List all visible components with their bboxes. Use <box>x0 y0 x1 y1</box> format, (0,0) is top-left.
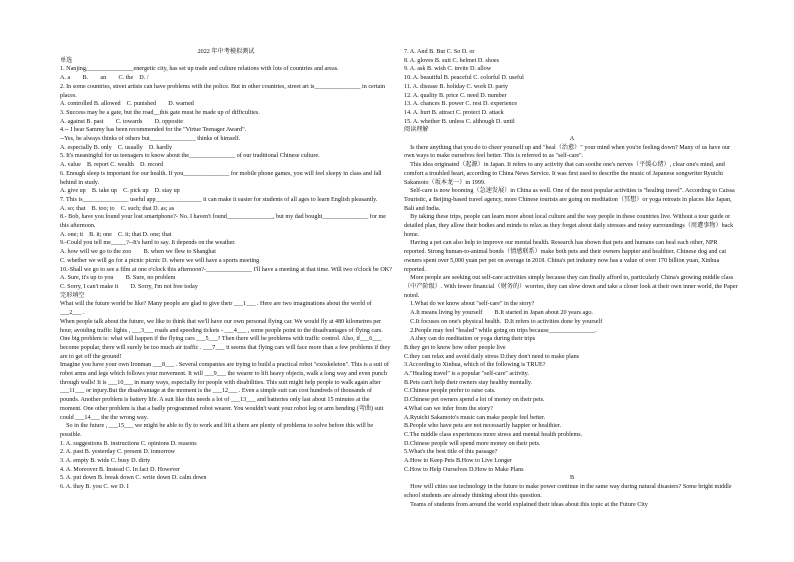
right-line: 8. A. gloves B. suit C. helmet D. shoes <box>404 57 500 64</box>
left-line: --Yes, he always thinks of others but_______________ thinks of himself. <box>60 136 241 143</box>
right-line: By taking these trips, people can learn more about local culture and the way people in these countries live. Without a tour guide or detailed plan, they allow their bodies and minds to relax as they forget about daily stresses and noisy surroundings（周遭事物）back home. <box>404 214 735 238</box>
right-line: A.they can do meditation or yoga during their trips <box>404 336 536 343</box>
right-line: B.they get to know how other people live <box>404 344 506 351</box>
right-line: C.they can relax and avoid daily stress D.they don't need to make plans <box>404 353 580 360</box>
left-line: C. Sorry, I can't make it D. Sorry, I'm not free today <box>60 283 198 290</box>
right-line: A.Ryuichi Sakamoto's music can make people feel better. <box>404 414 546 421</box>
left-line: 4.-- I hear Sammy has been recommended for the "Virtue Teenager Award". <box>60 127 247 134</box>
left-line: 1. Nanjing,_______________energetic city, has set up trade and culture relations with lots of countries and areas. <box>60 66 339 73</box>
right-line: C.The middle class experiences more stress and mental health problems. <box>404 431 583 438</box>
left-line: Imagine you have your own Ironman ___8___ . Several companies are trying to build a practical robot "exoskeleton". This is a suit of robot arms and legs which follows your movement. It will ___9___ the wearer to lift heavy objects, walk a long way and even punch through walls! It is ___10___ in many ways, especially for people with disabilities. This suit might help people to walk again after ___11___ or injury.But the disadvantage at the moment is the ___12___ . Even a simple suit can cost hundreds of thousands of pounds. Another problem is battery life. A suit like this needs a lot of ___13___ and batteries only last about 15 minutes at the moment. One other problem is that a badly programmed robot wearer. You wouldn't want your robot leg or arm bending (弯曲) suit could ___14___ the the wrong way. <box>60 362 391 421</box>
left-line: A. give up B. take up C. pick up D. stay up <box>60 188 180 195</box>
right-line: 9. A. ask B. wish C. invite D. allow <box>404 66 492 73</box>
left-line: C. whether we will go for a picnic picnic D. where we will have a sports meeting <box>60 257 260 264</box>
right-line: D.Chinese pet owners spend a lot of money on their pets. <box>404 397 545 404</box>
left-line: A. so; that B. too; to C. such; that D. as; as <box>60 205 175 212</box>
left-line: So in the future , ___15___ we might be able to fly to work and lift a there are plenty of problems to solve before this will be possible. <box>60 423 375 438</box>
right-line: Self-care is now booming（急速发展）in China as well. One of the most popular activities is "healing travel". According to Caissa Touristic, a Beijing-based travel agency, more Chinese tourists are going on meditation（冥想）or yoga retreats in places like Japan, Bali and India. <box>404 188 737 212</box>
left-line: 8.- Bob, have you found your lost smartphone?- No. I haven't found_______________, but my dad bought_______________ for me this afternoon. <box>60 214 388 230</box>
right-line: This idea originated（起源）in Japan. It refers to any activity that can soothe one's nerves（平缓心绪）, clear one's mind, and comfort a troubled heart, according to China News Service. It was first used to describe the music of Japanese songwriter Ryuichi Sakamoto（坂本龙一）in 1999. <box>404 162 727 186</box>
left-line: 6. A. they B. you C. we D. I <box>60 484 129 491</box>
left-line: A. value B. report C. wealth D. record <box>60 162 164 169</box>
right-line: D.Chinese people will spend more money on their pets. <box>404 440 541 447</box>
left-line: A. controlled B. allowed C. punished D. warned <box>60 101 194 108</box>
right-line: A.It means living by yourself B.It started in Japan about 20 years ago. <box>404 310 593 317</box>
right-line: More people are seeking out self-care activities simply because they can finally afford to, particularly China's growing middle class（中产阶级）. With fewer financial（财务的）worries, they can slow down and take a closer look at their own inner world, the Paper noted. <box>404 275 740 299</box>
right-line: 11. A. disease B. holiday C. work D. party <box>404 83 508 90</box>
left-line: 1. A. suggestions B. instructions C. opinions D. reasons <box>60 440 197 447</box>
left-line: A. a B. an C. the D. / <box>60 75 149 82</box>
right-column <box>404 48 740 509</box>
right-line: 5.What's the best title of this passage? <box>404 449 498 456</box>
left-line: 6. Enough sleep is important for our health. If you_______________ for mobile phone games, you will feel sleepy in class and fall behind in study. <box>60 170 384 186</box>
left-line: A. Sure, it's up to you B. Sure, no problem <box>60 275 176 282</box>
right-line: 1.What do we know about "self-care" in the story? <box>404 301 535 308</box>
right-line: A.How to Keep Pets B.How to Live Longer <box>404 458 512 465</box>
right-line: A <box>569 136 575 143</box>
right-line: 15. A. whether B. unless C. although D. until <box>404 118 515 125</box>
left-line: A. how will we go to the zoo B. when we flew to Shanghai <box>60 249 216 256</box>
right-line: Having a pet can also help to improve our mental health. Research has shown that pets and humans can heal each other, NPR reported. Strong human-to-animal bonds（情感联系）make both pets and their owners happier and healthier. Chinese dog and cat owners spent over 5,000 yuan per pet on average in 2018. China's pet industry now has a value of over 170 billion yuan, Xinhua reported. <box>404 240 728 273</box>
left-line: 2. A. past B. yesterday C. present D. tomorrow <box>60 449 176 456</box>
right-line: Is there anything that you do to cheer yourself up and "heal（治愈）" your mind when you're feeling down? Many of us have our own ways to make ourselves feel better. This is referred to as "self-care". <box>404 144 732 160</box>
left-line: A. one; it B. it; one C. it; that D. one; that <box>60 231 172 238</box>
right-line: B.People who have pets are not necessarily happier or healthier. <box>404 423 562 430</box>
right-line: B <box>569 475 575 482</box>
left-line: 4. A. Moreover B. Instead C. In fact D. However <box>60 466 181 473</box>
left-line: A. against B. past C. towards D. opposite <box>60 118 183 125</box>
right-line: 13. A. chances B. power C. rest D. experience <box>404 101 518 108</box>
left-line: 9.-Could you tell me_____?--It's hard to say. It depends on the weather. <box>60 240 236 247</box>
right-line: 2.People may feel "healed" while going on trips because_______________. <box>404 327 597 334</box>
right-line: C.It focuses on one's physical health. D.It refers to activities done by yourself <box>404 318 603 325</box>
right-line: A."Healing travel" is a popular "self-care" activity. <box>404 371 529 378</box>
right-line: 14. A. hurt B. attract C. protect D. attack <box>404 109 504 116</box>
left-line: 3. A. empty B. wide C. busy D. dirty <box>60 458 151 465</box>
left-line: What will the future world be like? Many people are glad to give their ___1___ . Here are two imaginations about the world of ___2___ . <box>60 301 374 317</box>
left-line: 3. Success may be a gate, but the road__this gate must be made up of difficulties. <box>60 109 260 116</box>
left-line: When people talk about the future, we like to think that we'll have our own personal flying car. We would fly at 480 kilometres per hour, avoiding traffic lights , ___3___ roads and speeding tickets - ___4___ , some people point to the disadvantages of flying cars. One big problem is: what will happen if the flying cars ___5___? Then there will be problems with traffic control. Also, if___6___ become popular, there will surely be too much air traffic . ___7___ it seems that flying cars will face more than a few problems if they are to get off the ground! <box>60 318 392 360</box>
right-line: 12. A. quality B. price C. need D. number <box>404 92 507 99</box>
left-line: 5. A. put down B. break down C. write down D. calm down <box>60 475 207 482</box>
right-line: 7. A. And B. But C. So D. or <box>404 49 475 55</box>
right-line: B.Pets can't help their owners stay healthy mentally. <box>404 379 533 386</box>
right-line: C.Chinese people prefer to raise cats. <box>404 388 496 395</box>
left-line: 7. This is_______________ useful app_______________ it can make it easier for students of all ages to learn English pleasantly. <box>60 196 378 203</box>
left-column <box>60 48 392 492</box>
left-line: 5. It's meaningful for us teenagers to know about the_______________ of our traditional Chinese culture. <box>60 153 320 160</box>
left-line: 单选 <box>60 57 73 64</box>
left-line: 10.-Shall we go to see a film at one o'clock this afternoon?-_______________ I'll have a meeting at that time. Will two o'clock be OK? <box>60 266 392 273</box>
right-line: 10. A. beautiful B. peaceful C. colorful D. useful <box>404 75 524 82</box>
left-line: A. especially B. only C. usually D. hardly <box>60 144 173 151</box>
right-line: Teams of students from around the world explained their ideas about this topic at the Future City <box>404 501 648 508</box>
right-line: 3.According to Xinhua, which of the following is TRUE? <box>404 362 546 369</box>
left-line: 完形填空 <box>60 292 85 299</box>
right-line: 4.What can we infer from the story? <box>404 405 493 412</box>
right-line: C.How to Help Ourselves D.How to Make Plans <box>404 466 524 473</box>
left-line: 2022 年中考模拟测试 <box>197 49 255 55</box>
right-line: How will cities use technology in the future to make power continue in the same way during natural disasters? Some bright middle school students are already thinking about this question. <box>404 484 734 499</box>
right-line: 阅读理解 <box>404 127 429 134</box>
left-line: 2. In some countries, street artists can have problems with the police. But in other countries, street art is_______________ in certain places. <box>60 83 387 99</box>
